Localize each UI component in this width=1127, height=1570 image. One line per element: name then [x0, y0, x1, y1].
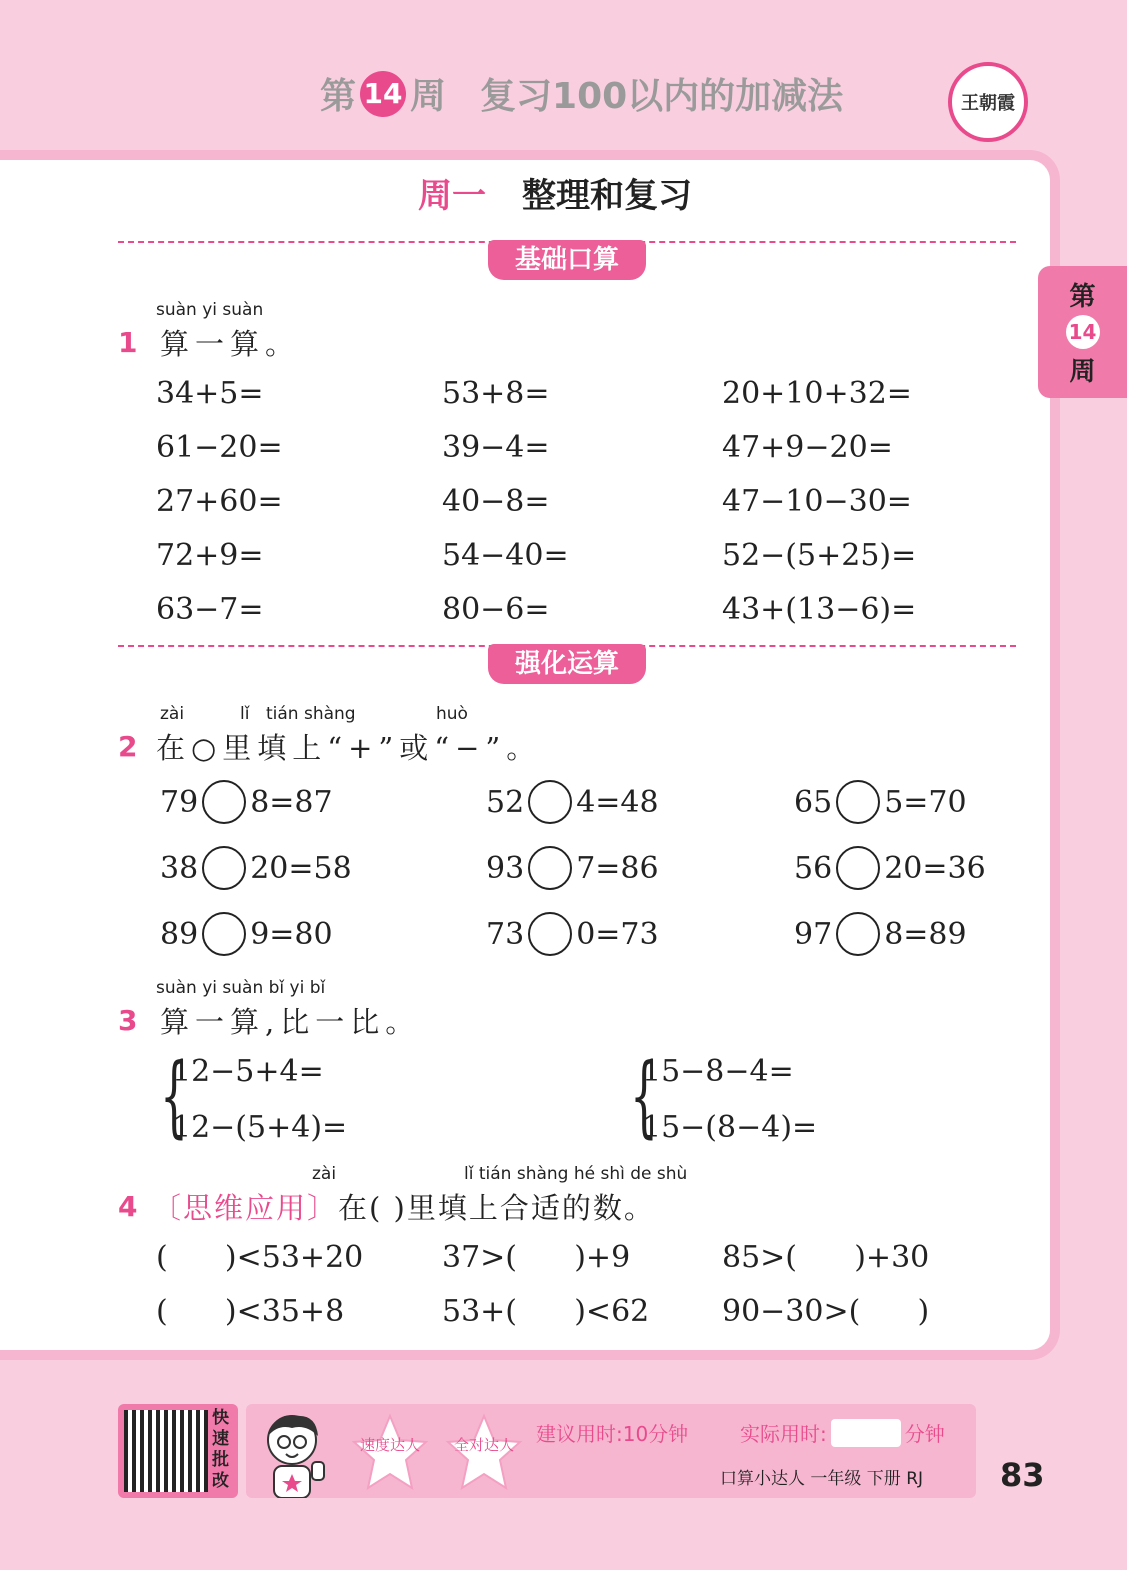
q2-left-number: 93: [486, 850, 525, 886]
q2-item: [486, 912, 659, 956]
q2-right-expression: 20=36: [884, 850, 986, 886]
right-brace: {: [630, 1044, 658, 1147]
q2-right-expression: 7=86: [576, 850, 659, 886]
q1-expression: 72+9=: [156, 538, 264, 573]
q2-pinyin-li: lǐ: [240, 704, 250, 724]
day-label: 周一: [418, 176, 486, 216]
q1-expression: 20+10+32=: [722, 376, 912, 411]
q1-expression: 39−4=: [442, 430, 550, 465]
side-tab-top: 第: [1069, 282, 1096, 312]
q2-item: [486, 846, 659, 890]
speed-badge-label: 速度达人: [359, 1436, 420, 1454]
operator-circle-blank[interactable]: [528, 846, 572, 890]
page-number: 83: [1000, 1456, 1045, 1494]
q4-inequality: ( )<35+8: [156, 1294, 345, 1329]
q1-instruction: 算一算。: [160, 327, 301, 361]
correct-star-badge[interactable]: [444, 1412, 524, 1492]
q2-instruction: 在○里填上“+”或“−”。: [156, 731, 542, 765]
q3-pinyin: suàn yi suàn bǐ yi bǐ: [156, 978, 326, 998]
week-header: [320, 68, 843, 119]
actual-time-unit: 分钟: [904, 1422, 945, 1446]
q2-left-number: 65: [794, 784, 833, 820]
q3-left-2: 12−(5+4)=: [172, 1110, 348, 1145]
q1-pinyin: suàn yi suàn: [156, 300, 264, 320]
q1-expression: 47−10−30=: [722, 484, 912, 519]
q2-item: [486, 780, 659, 824]
q2-left-number: 73: [486, 916, 525, 952]
section-strengthen-label: 强化运算: [488, 644, 646, 684]
q2-right-expression: 20=58: [250, 850, 352, 886]
left-brace: {: [160, 1044, 188, 1147]
actual-time-label: 实际用时:: [740, 1422, 827, 1446]
q2-item: [160, 912, 333, 956]
q1-expression: 27+60=: [156, 484, 283, 519]
q1-expression: 54−40=: [442, 538, 569, 573]
actual-time: [740, 1418, 945, 1447]
q4-inequality: 85>( )+30: [722, 1240, 930, 1275]
q1-expression: 34+5=: [156, 376, 264, 411]
q1-expression: 80−6=: [442, 592, 550, 627]
side-tab-bottom: 周: [1069, 357, 1096, 387]
q2-item: [794, 846, 986, 890]
q2-right-expression: 4=48: [576, 784, 659, 820]
q3-number: 3: [118, 1004, 138, 1037]
q1-expression: 47+9−20=: [722, 430, 893, 465]
qr-label: 快速批改: [212, 1408, 229, 1491]
q3-left-1: 12−5+4=: [172, 1054, 324, 1089]
operator-circle-blank[interactable]: [836, 912, 880, 956]
operator-circle-blank[interactable]: [836, 780, 880, 824]
qr-panel[interactable]: [118, 1404, 238, 1498]
q2-item: [794, 912, 967, 956]
book-info: 口算小达人 一年级 下册 RJ: [720, 1469, 924, 1489]
q2-left-number: 89: [160, 916, 199, 952]
q2-item: [160, 780, 333, 824]
week-topic: 复习100以内的加减法: [480, 76, 844, 117]
q2-pinyin-zai: zài: [160, 704, 185, 724]
operator-circle-blank[interactable]: [836, 846, 880, 890]
q1-expression: 63−7=: [156, 592, 264, 627]
q4-pinyin-zai: zài: [312, 1164, 337, 1184]
day-title: [418, 168, 692, 217]
q2-right-expression: 0=73: [576, 916, 659, 952]
q4-inequality: 37>( )+9: [442, 1240, 631, 1275]
q2-left-number: 56: [794, 850, 833, 886]
q4-instruction: [152, 1186, 655, 1227]
q2-left-number: 52: [486, 784, 525, 820]
q2-right-expression: 8=87: [250, 784, 333, 820]
correct-badge-label: 全对达人: [453, 1436, 514, 1454]
week-prefix: 第: [320, 76, 357, 117]
q3-instruction: 算一算,比一比。: [160, 1005, 421, 1039]
cartoon-kid-icon: [256, 1410, 336, 1498]
day-topic: 整理和复习: [522, 176, 692, 216]
q2-left-number: 97: [794, 916, 833, 952]
operator-circle-blank[interactable]: [528, 780, 572, 824]
brand-seal-logo: 王朝霞: [948, 62, 1028, 142]
section-basic-label: 基础口算: [488, 240, 646, 280]
q4-inequality: 53+( )<62: [442, 1294, 650, 1329]
week-number-badge: 14: [360, 71, 406, 117]
operator-circle-blank[interactable]: [202, 912, 246, 956]
q1-expression: 52−(5+25)=: [722, 538, 917, 573]
footer-panel: [246, 1404, 976, 1498]
q2-pinyin-huo: huò: [436, 704, 468, 724]
side-tab-number: 14: [1066, 315, 1100, 349]
operator-circle-blank[interactable]: [202, 846, 246, 890]
q1-expression: 61−20=: [156, 430, 283, 465]
operator-circle-blank[interactable]: [528, 912, 572, 956]
week-suffix: 周: [410, 76, 447, 117]
q2-item: [160, 846, 352, 890]
q1-number: 1: [118, 326, 138, 359]
speed-star-badge[interactable]: [350, 1412, 430, 1492]
q2-right-expression: 9=80: [250, 916, 333, 952]
q3-right-1: 15−8−4=: [642, 1054, 794, 1089]
q2-number: 2: [118, 730, 138, 763]
q2-right-expression: 5=70: [884, 784, 967, 820]
operator-circle-blank[interactable]: [202, 780, 246, 824]
q2-item: [794, 780, 967, 824]
q2-pinyin-tianshang: tián shàng: [266, 704, 356, 724]
q2-left-number: 38: [160, 850, 199, 886]
q4-pinyin-rest: lǐ tián shàng hé shì de shù: [464, 1164, 688, 1184]
q4-number: 4: [118, 1190, 138, 1223]
actual-time-input[interactable]: [831, 1419, 901, 1447]
q4-tag: 〔思维应用〕: [152, 1191, 339, 1225]
suggested-time: 建议用时:10分钟: [536, 1422, 689, 1446]
q1-expression: 43+(13−6)=: [722, 592, 917, 627]
q4-text: 在( )里填上合适的数。: [338, 1191, 655, 1225]
q2-left-number: 79: [160, 784, 199, 820]
week-side-tab: [1038, 266, 1127, 398]
qr-code-icon[interactable]: [124, 1410, 208, 1492]
q2-right-expression: 8=89: [884, 916, 967, 952]
q1-expression: 53+8=: [442, 376, 550, 411]
q3-right-2: 15−(8−4)=: [642, 1110, 818, 1145]
q1-expression: 40−8=: [442, 484, 550, 519]
q4-inequality: ( )<53+20: [156, 1240, 364, 1275]
q4-inequality: 90−30>( ): [722, 1294, 930, 1329]
